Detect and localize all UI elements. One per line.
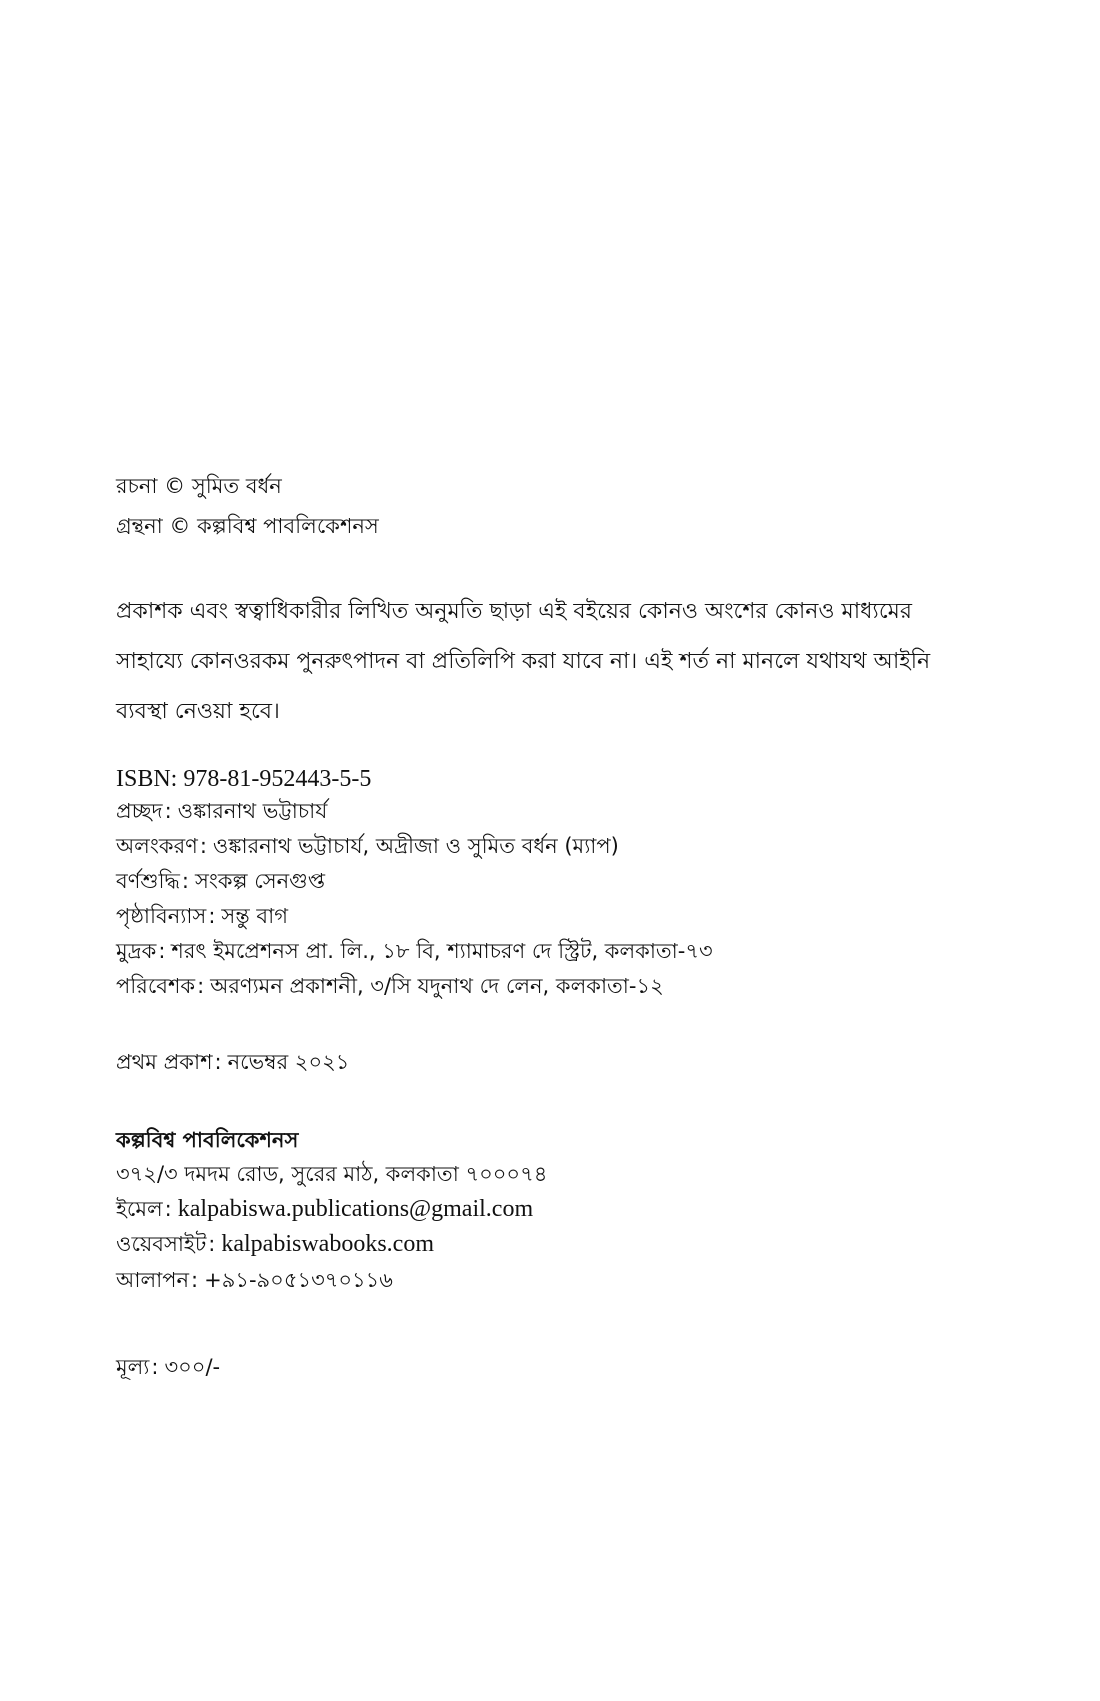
credit-label: প্রচ্ছদ [116,799,163,823]
credit-label: অলংকরণ [116,834,198,858]
publisher-email: ইমেল: kalpabiswa.publications@gmail.com [116,1196,534,1222]
design-copyright: গ্রন্থনা © কল্পবিশ্ব পাবলিকেশনস [116,514,379,538]
credit-label: পৃষ্ঠাবিন্যাস [116,904,207,928]
credit-value: শরৎ ইমপ্রেশনস প্রা. লি., ১৮ বি, শ্যামাচরণ দে স্ট্রিট, কলকাতা-৭৩ [171,939,713,963]
publisher-website: ওয়েবসাইট: kalpabiswabooks.com [116,1231,434,1257]
isbn: ISBN: 978-81-952443-5-5 [116,766,372,792]
publisher-phone: আলাপন: +৯১-৯০৫১৩৭০১১৬ [116,1268,393,1292]
first-edition-value: নভেম্বর ২০২১ [227,1050,350,1074]
first-edition: প্রথম প্রকাশ: নভেম্বর ২০২১ [116,1050,350,1074]
credit-layout: পৃষ্ঠাবিন্যাস: সন্তু বাগ [116,904,288,928]
publisher-address: ৩৭২/৩ দমদম রোড, সুরের মাঠ, কলকাতা ৭০০০৭৪ [116,1162,548,1186]
credit-cover: প্রচ্ছদ: ওঙ্কারনাথ ভট্টাচার্য [116,799,328,823]
first-edition-label: প্রথম প্রকাশ [116,1050,213,1074]
phone-label: আলাপন [116,1268,190,1292]
phone-number: +৯১-৯০৫১৩৭০১১৬ [204,1268,393,1292]
credit-label: মুদ্রক [116,939,157,963]
price: মূল্য: ৩০০/- [116,1355,221,1379]
credit-value: সংকল্প সেনগুপ্ত [194,869,326,893]
credit-value: ওঙ্কারনাথ ভট্টাচার্য, অদ্রীজা ও সুমিত বর্ধন (ম্যাপ) [212,834,619,858]
credit-value: ওঙ্কারনাথ ভট্টাচার্য [177,799,328,823]
credit-proofreading: বর্ণশুদ্ধি: সংকল্প সেনগুপ্ত [116,869,326,893]
website-label: ওয়েবসাইট [116,1232,207,1256]
credit-value: সন্তু বাগ [221,904,288,928]
author-copyright: রচনা © সুমিত বর্ধন [116,474,282,498]
website-link[interactable]: kalpabiswabooks.com [221,1231,434,1257]
credit-label: বর্ণশুদ্ধি [116,869,180,893]
credit-printer: মুদ্রক: শরৎ ইমপ্রেশনস প্রা. লি., ১৮ বি, শ্যামাচরণ দে স্ট্রিট, কলকাতা-৭৩ [116,939,713,963]
credit-distributor: পরিবেশক: অরণ্যমন প্রকাশনী, ৩/সি যদুনাথ দে লেন, কলকাতা-১২ [116,974,664,998]
price-label: মূল্য [116,1355,150,1379]
rights-notice: প্রকাশক এবং স্বত্বাধিকারীর লিখিত অনুমতি ছাড়া এই বইয়ের কোনও অংশের কোনও মাধ্যমের সাহায্যে কোনওরকম পুনরুৎপাদন বা প্রতিলিপি করা যাবে না। এই শর্ত না মানলে যথাযথ আইনি ব্যবস্থা নেওয়া হবে। [116,599,931,724]
email-label: ইমেল [116,1197,163,1221]
credit-illustration: অলংকরণ: ওঙ্কারনাথ ভট্টাচার্য, অদ্রীজা ও সুমিত বর্ধন (ম্যাপ) [116,834,619,858]
credit-value: অরণ্যমন প্রকাশনী, ৩/সি যদুনাথ দে লেন, কলকাতা-১২ [210,974,664,998]
credit-label: পরিবেশক [116,974,196,998]
email-link[interactable]: kalpabiswa.publications@gmail.com [177,1196,534,1222]
price-value: ৩০০/- [164,1355,221,1379]
publisher-name: কল্পবিশ্ব পাবলিকেশনস [116,1128,299,1152]
